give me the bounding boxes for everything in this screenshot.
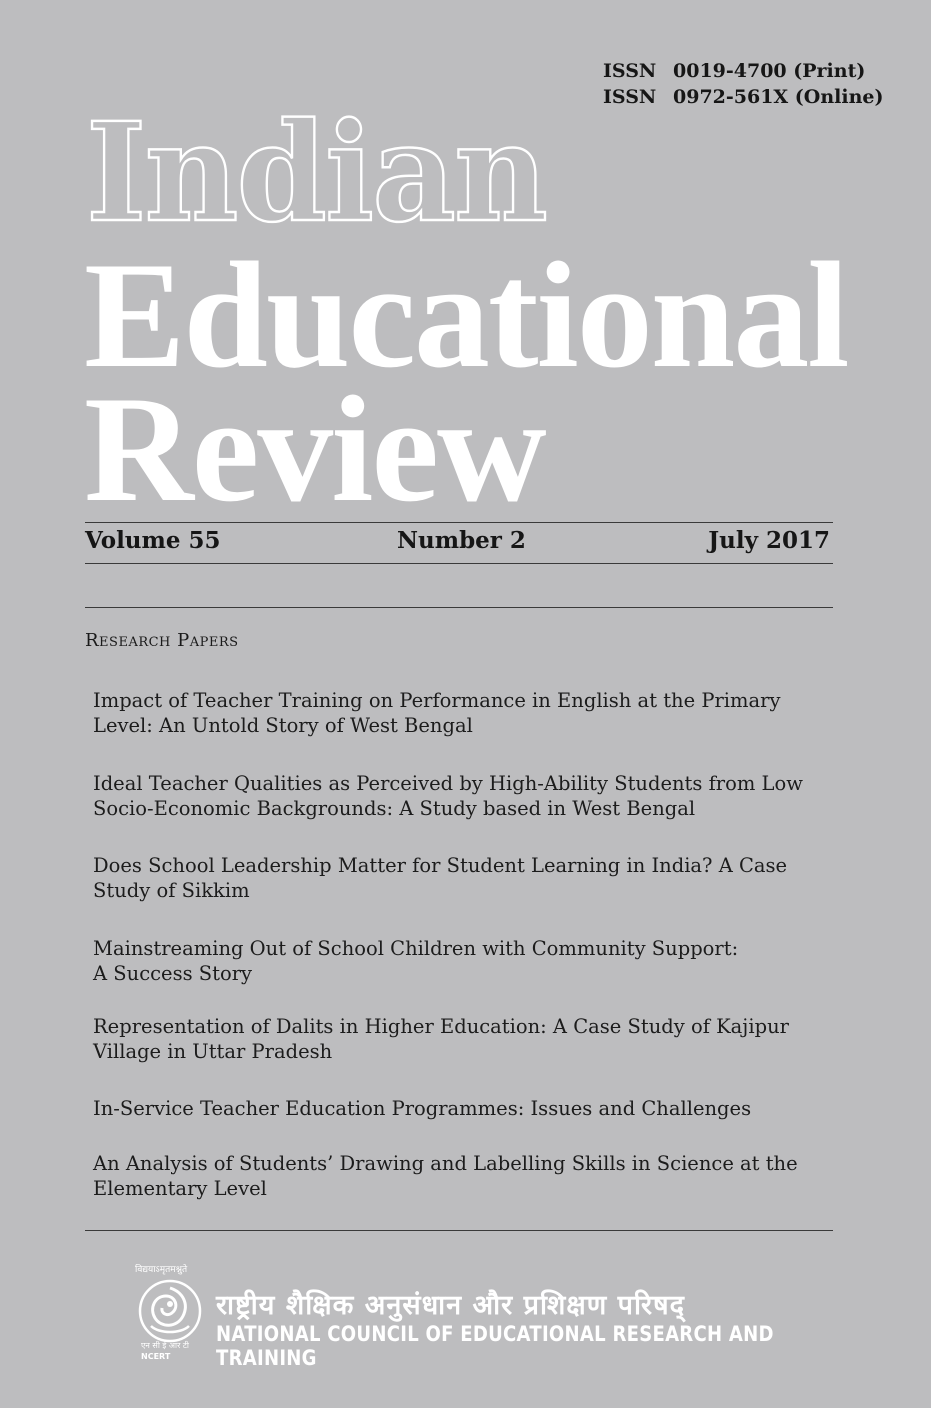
issn-online-label: ISSN	[603, 86, 657, 108]
logo-caption: एन सी ई आर टी	[141, 1341, 189, 1350]
journal-title-review: Review	[84, 365, 545, 533]
issue-volume: Volume 55	[85, 527, 221, 554]
journal-title-indian: Indian	[86, 93, 547, 253]
ncert-emblem-icon	[133, 1274, 207, 1348]
publisher-name-english: NATIONAL COUNCIL OF EDUCATIONAL RESEARCH AND TRAINING	[216, 1322, 774, 1370]
logo-motto: विद्ययाऽमृतमश्नुते	[135, 1265, 188, 1275]
issue-info-bar	[85, 527, 830, 557]
divider-contents-top	[85, 607, 833, 608]
paper-title-6: In-Service Teacher Education Programmes: Issues and Challenges	[93, 1097, 752, 1120]
publisher-name-hindi: राष्ट्रीय शैक्षिक अनुसंधान और प्रशिक्षण परिषद्	[216, 1290, 685, 1321]
paper-title-4: Mainstreaming Out of School Children with Community Support: A Success Story	[93, 937, 739, 985]
issue-date: July 2017	[708, 527, 830, 554]
divider-top	[85, 522, 833, 523]
issue-number: Number 2	[397, 527, 526, 554]
issn-online-value: 0972-561X (Online)	[673, 86, 884, 108]
paper-title-2: Ideal Teacher Qualities as Perceived by High-Ability Students from Low Socio-Economic Backgrounds: A Study based in West Bengal	[93, 772, 803, 820]
divider-footer	[85, 1230, 833, 1231]
paper-title-1: Impact of Teacher Training on Performance in English at the Primary Level: An Untold Story of West Bengal	[93, 689, 781, 737]
journal-title-educational: Educational	[84, 231, 848, 399]
logo-ncert: NCERT	[141, 1352, 171, 1361]
paper-title-5: Representation of Dalits in Higher Education: A Case Study of Kajipur Village in Uttar Pradesh	[93, 1015, 789, 1063]
issn-online	[603, 84, 883, 110]
divider-issue-bottom	[85, 563, 833, 564]
ncert-logo	[133, 1262, 207, 1366]
issn-print-label: ISSN	[603, 60, 657, 82]
section-heading: Research Papers	[85, 630, 239, 651]
paper-title-3: Does School Leadership Matter for Student Learning in India? A Case Study of Sikkim	[93, 854, 788, 902]
issn-print	[603, 58, 883, 84]
paper-title-7: An Analysis of Students’ Drawing and Labelling Skills in Science at the Elementary Level	[93, 1152, 798, 1200]
issn-block	[603, 58, 883, 110]
issn-print-value: 0019-4700 (Print)	[673, 60, 866, 82]
